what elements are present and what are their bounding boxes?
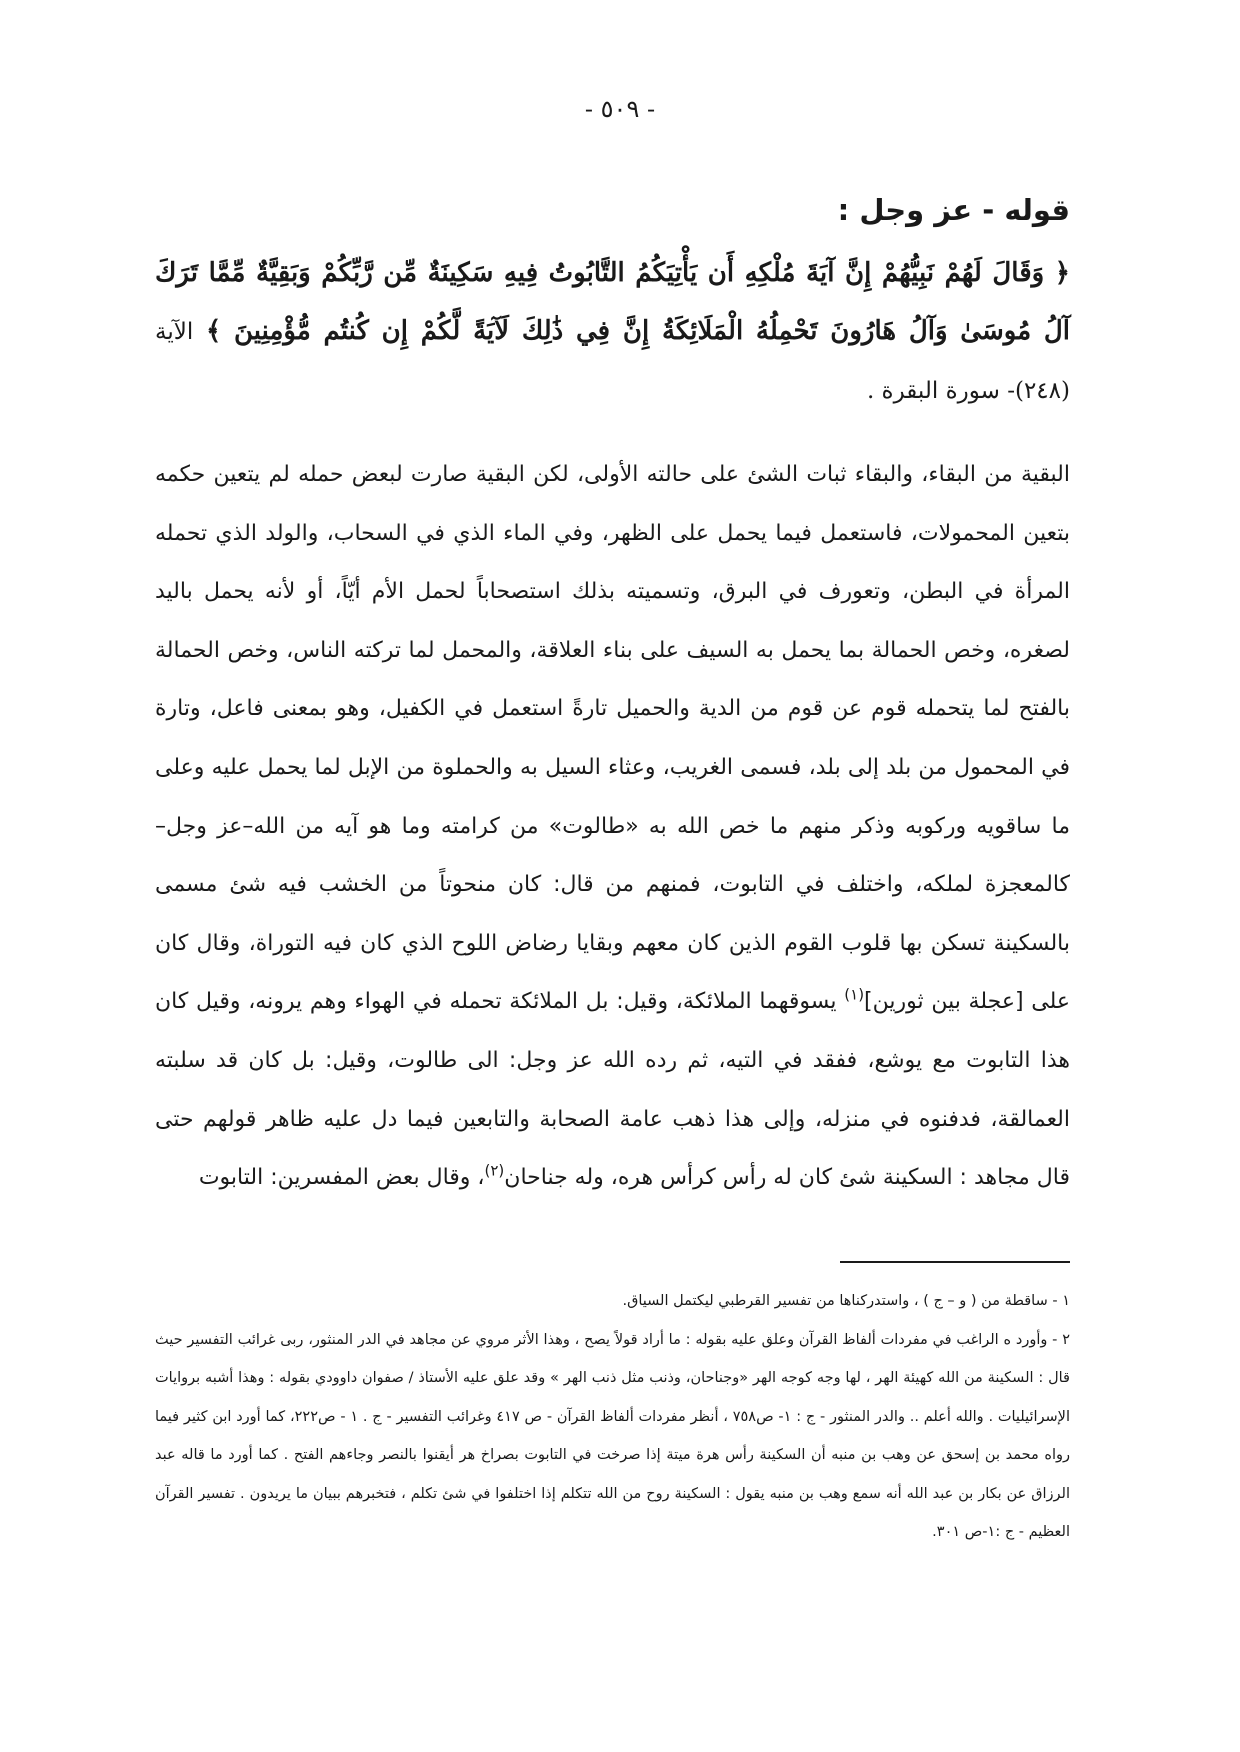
commentary-paragraph [155, 446, 1070, 1208]
verse-text: ﴿ وَقَالَ لَهُمْ نَبِيُّهُمْ إِنَّ آيَةَ مُلْكِهِ أَن يَأْتِيَكُمُ التَّابُوتُ فِيهِ سَكِينَةٌ مِّن رَّبِّكُمْ وَبَقِيَّةٌ مِّمَّا تَرَكَ آلُ مُوسَىٰ وَآلُ هَارُونَ تَحْمِلُهُ الْمَلَائِكَةُ إِنَّ فِي ذَٰلِكَ لَآيَةً لَّكُمْ إِن كُنتُم مُّؤْمِنِينَ ﴾ [155, 258, 1070, 346]
quran-verse [155, 244, 1070, 420]
footnote-divider [840, 1261, 1070, 1263]
footnote-marker-1: (١) [844, 986, 865, 1005]
footnote-marker-2: (٢) [484, 1161, 505, 1180]
main-content [155, 190, 1070, 1208]
commentary-part-2: يسوقهما الملائكة، وقيل: بل الملائكة تحمله في الهواء وهم يرونه، وقيل كان هذا التابوت مع يوشع، ففقد في التيه، ثم رده الله عز وجل: الى طالوت، وقيل: بل كان قد سلبته العمالقة، فدفنوه في منزله، وإلى هذا ذهب عامة الصحابة والتابعين فيما دل عليه ظاهر قولهم حتى قال مجاهد : السكينة شئ كان له رأس كرأس هره، وله جناحان [155, 989, 1070, 1191]
section-heading: قوله - عز وجل : [837, 193, 1070, 227]
page-number: - ٥٠٩ - [584, 95, 656, 123]
footnote-1: ١ - ساقطة من ( و – ج ) ، واستدركناها من تفسير القرطبي ليكتمل السياق. [622, 1293, 1070, 1309]
footnotes [155, 1282, 1070, 1552]
commentary-part-3: ، وقال بعض المفسرين: التابوت [198, 1165, 485, 1191]
commentary-part-1: البقية من البقاء، والبقاء ثبات الشئ على حالته الأولى، لكن البقية صارت لبعض حمله لم يتعين حكمه بتعين المحمولات، فاستعمل فيما يحمل على الظهر، وفي الماء الذي في السحاب، والولد الذي تحمله المرأة في البطن، وتعورف في البرق، وتسميته بذلك استصحاباً لحمل الأم أيّاً، أو لأنه يحمل باليد لصغره، وخص الحمالة بما يحمل به السيف على بناء العلاقة، والمحمل لما تركته الناس، وخص الحمالة بالفتح لما يتحمله قوم عن قوم من الدية والحميل تارةً استعمل في الكفيل، وهو بمعنى فاعل، وتارة في المحمول من بلد إلى بلد، فسمى الغريب، وعثاء السيل به والحملوة من الإبل لما يحمل عليه وعلى ما ساقويه وركوبه وذكر منهم ما خص الله به «طالوت» من كرامته وما هو آيه من الله–عز وجل– كالمعجزة لملكه، واختلف في التابوت، فمنهم من قال: كان منحوتاً من الخشب فيه شئ مسمى بالسكينة تسكن بها قلوب القوم الذين كان معهم وبقايا رضاض اللوح الذي كان فيه التوراة، وقال كان على [عجلة بين ثورين] [155, 462, 1070, 1015]
verse-reference: الآية (٢٤٨)- سورة البقرة . [155, 319, 1070, 404]
footnote-2: ٢ - وأورد ه الراغب في مفردات ألفاظ القرآن وعلق عليه بقوله : ما أراد قولاً يصح ، وهذا الأثر مروي عن مجاهد في الدر المنثور، ربى غرائب التفسير حيث قال : السكينة من الله كهيئة الهر ، لها وجه كوجه الهر «وجناحان، وذنب مثل ذنب الهر » وقد علق عليه الأستاذ / صفوان داوودي بقوله : وهذا أشبه بروايات الإسرائيليات . والله أعلم .. والدر المنثور - ج : ١- ص٧٥٨ ، أنظر مفردات ألفاظ القرآن - ص ٤١٧ وغرائب التفسير - ج . ١ - ص٢٢٢، كما أورد ابن كثير فيما رواه محمد بن إسحق عن وهب بن منبه أن السكينة رأس هرة ميتة إذا صرخت في التابوت بصراخ هر أيقنوا بالنصر وجاءهم الفتح . كما أورد ما قاله عبد الرزاق عن بكار بن عبد الله أنه سمع وهب بن منبه يقول : السكينة روح من الله تتكلم إذا اختلفوا في شئ تكلم ، فتخبرهم ببيان ما يريدون . تفسير القرآن العظيم - ج :١-ص ٣٠١. [155, 1331, 1070, 1540]
